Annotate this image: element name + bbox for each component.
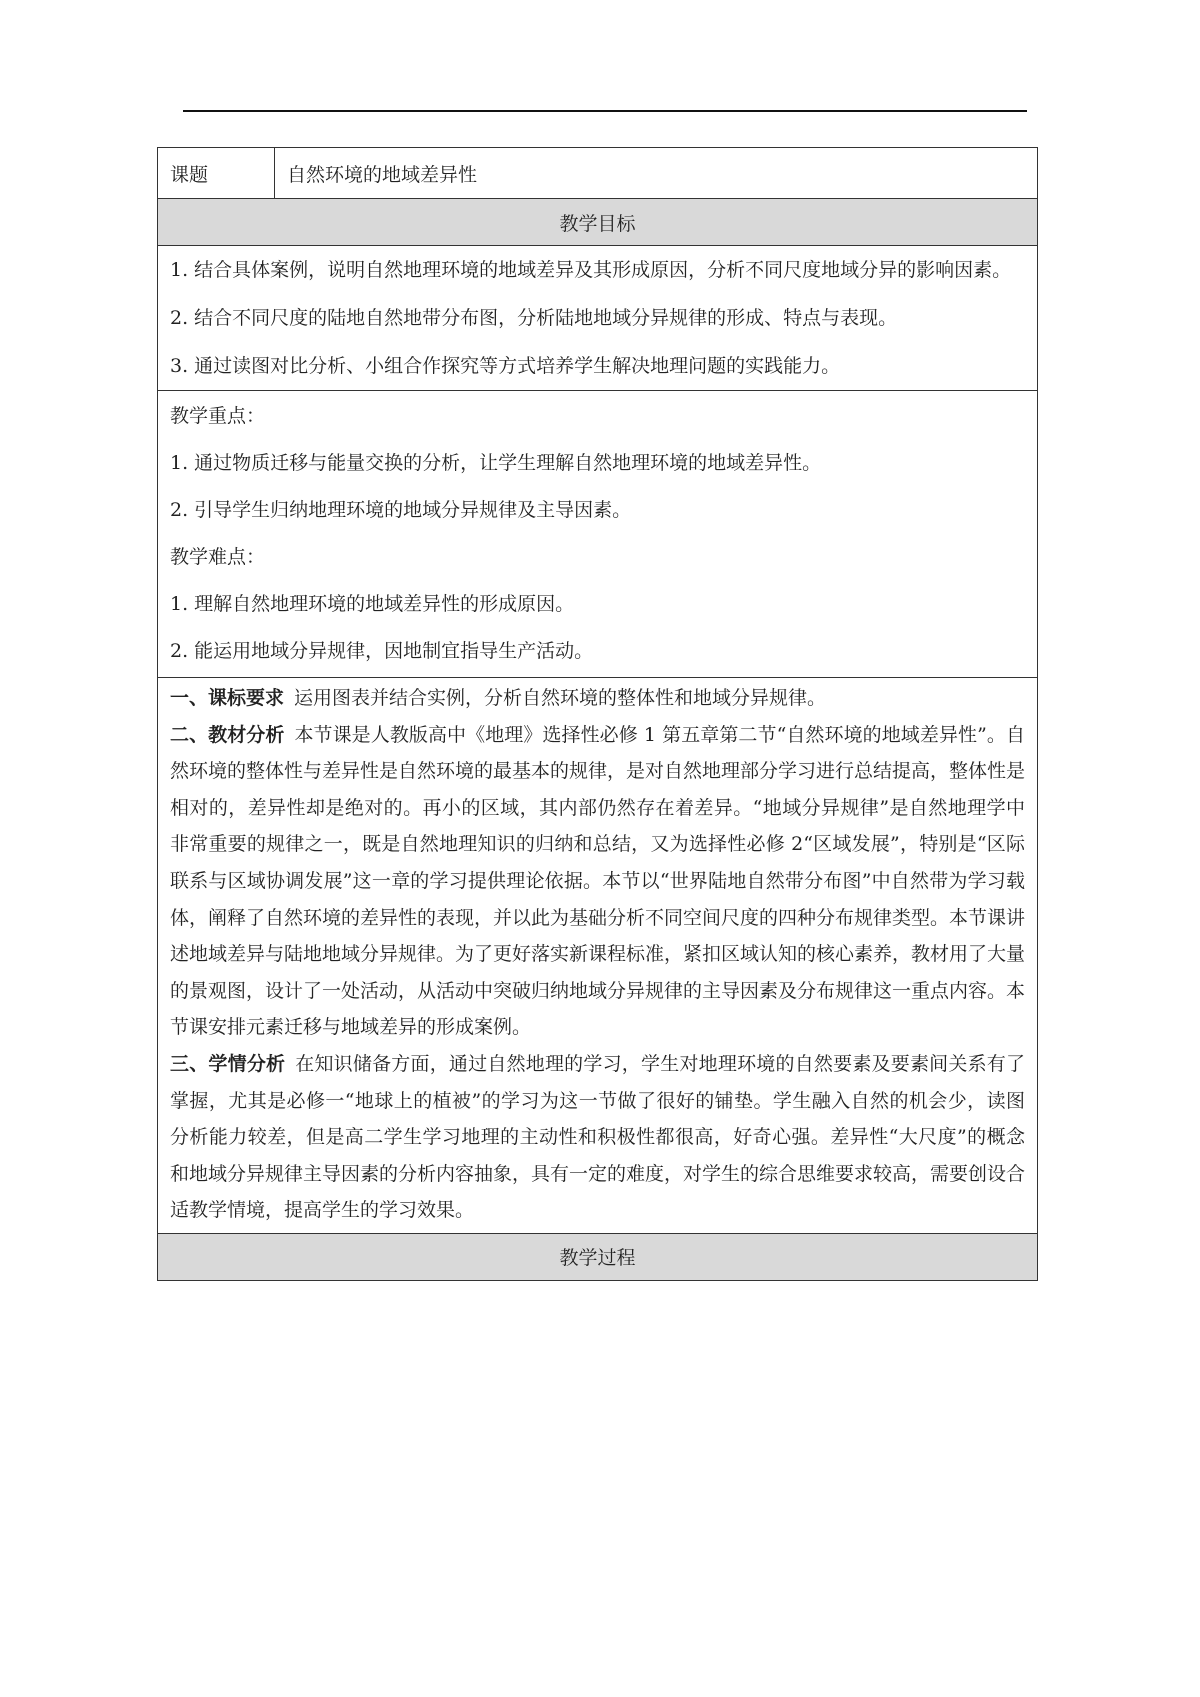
goals-heading: 教学目标: [158, 199, 1038, 246]
topic-value: 自然环境的地域差异性: [275, 148, 1038, 199]
header-rule: [183, 110, 1027, 112]
process-heading: 教学过程: [158, 1233, 1038, 1280]
difficulty-item: 1. 理解自然地理环境的地域差异性的形成原因。: [170, 593, 575, 615]
process-heading-row: [158, 1233, 1038, 1280]
key-points-cell: [158, 391, 1038, 678]
topic-label: 课题: [158, 148, 275, 199]
lesson-plan-table: [157, 147, 1038, 1281]
key-points-label: 教学重点：: [170, 405, 266, 427]
standard-requirement-title: 一、课标要求: [170, 687, 285, 709]
analysis-row: [158, 678, 1038, 1234]
key-points-row: [158, 391, 1038, 678]
goal-item: 2. 结合不同尺度的陆地自然地带分布图，分析陆地地域分异规律的形成、特点与表现。: [170, 307, 898, 329]
student-analysis-paragraph: [170, 1046, 1025, 1229]
textbook-analysis-title: 二、教材分析: [170, 723, 285, 746]
analysis-cell: [158, 678, 1038, 1234]
goal-item: 1. 结合具体案例，说明自然地理环境的地域差异及其形成原因，分析不同尺度地域分异的影响因素。: [170, 259, 1012, 281]
topic-row: [158, 148, 1038, 199]
goals-row: [158, 246, 1038, 391]
goal-item: 3. 通过读图对比分析、小组合作探究等方式培养学生解决地理问题的实践能力。: [170, 355, 841, 377]
difficulties-label: 教学难点：: [170, 546, 266, 568]
textbook-analysis-paragraph: [170, 717, 1025, 1046]
goals-list: [158, 246, 1038, 391]
goals-heading-row: [158, 199, 1038, 246]
student-analysis-title: 三、学情分析: [170, 1052, 286, 1075]
key-point-item: 1. 通过物质迁移与能量交换的分析，让学生理解自然地理环境的地域差异性。: [170, 452, 822, 474]
standard-requirement-text: 运用图表并结合实例，分析自然环境的整体性和地域分异规律。: [294, 687, 827, 709]
textbook-analysis-text: 本节课是人教版高中《地理》选择性必修 1 第五章第二节“自然环境的地域差异性”。自然环境的整体性与差异性是自然环境的最基本的规律，是对自然地理部分学习进行总结提高，整体性是相对的，差异性却是绝对的。再小的区域，其内部仍然存在着差异。“地域分异规律”是自然地理学中非常重要的规律之一，既是自然地理知识的归纳和总结，又为选择性必修 2“区域发展”，特别是“区际联系与区域协调发展”这一章的学习提供理论依据。本节以“世界陆地自然带分布图”中自然带为学习载体，阐释了自然环境的差异性的表现，并以此为基础分析不同空间尺度的四种分布规律类型。本节课讲述地域差异与陆地地域分异规律。为了更好落实新课程标准，紧扣区域认知的核心素养，教材用了大量的景观图，设计了一处活动，从活动中突破归纳地域分异规律的主导因素及分布规律这一重点内容。本节课安排元素迁移与地域差异的形成案例。: [170, 723, 1026, 1039]
key-point-item: 2. 引导学生归纳地理环境的地域分异规律及主导因素。: [170, 499, 632, 521]
standard-requirement-paragraph: [170, 680, 1025, 717]
student-analysis-text: 在知识储备方面，通过自然地理的学习，学生对地理环境的自然要素及要素间关系有了掌握，尤其是必修一“地球上的植被”的学习为这一节做了很好的铺垫。学生融入自然的机会少，读图分析能力较差，但是高二学生学习地理的主动性和积极性都很高，好奇心强。差异性“大尺度”的概念和地域分异规律主导因素的分析内容抽象，具有一定的难度，对学生的综合思维要求较高，需要创设合适教学情境，提高学生的学习效果。: [170, 1052, 1026, 1222]
difficulty-item: 2. 能运用地域分异规律，因地制宜指导生产活动。: [170, 640, 594, 662]
